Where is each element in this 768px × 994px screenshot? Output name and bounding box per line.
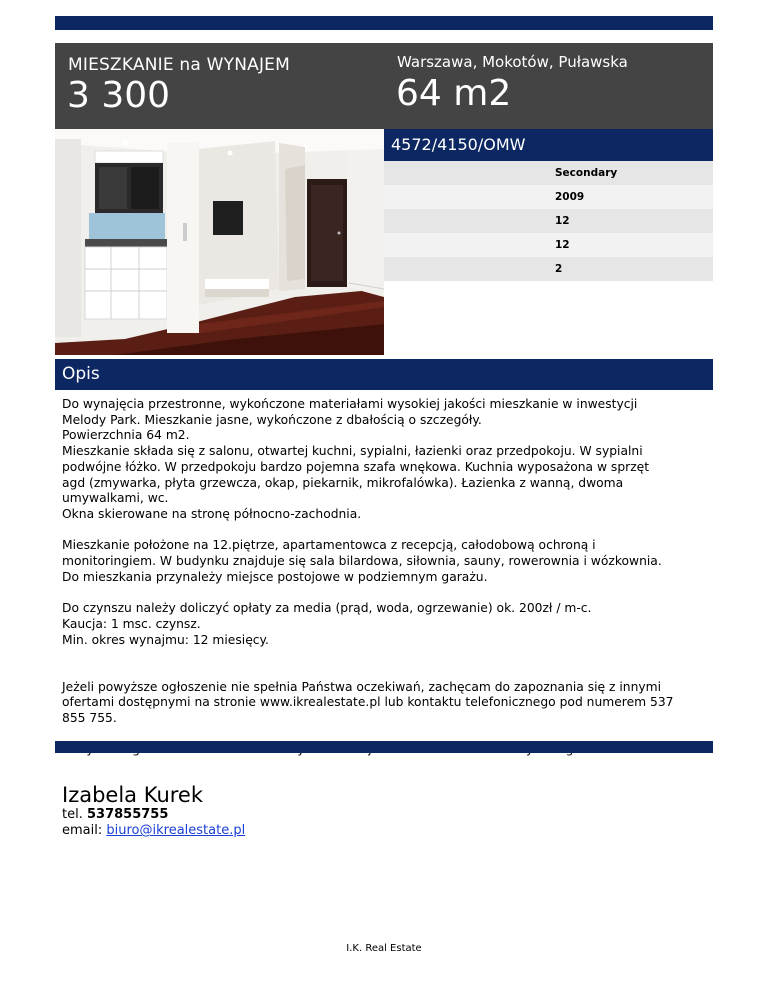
description-line: umywalkami, wc. bbox=[62, 491, 169, 506]
description-line: Kaucja: 1 msc. czynsz. bbox=[62, 616, 201, 631]
email-label: email: bbox=[62, 823, 103, 838]
apartment-photo bbox=[55, 129, 384, 355]
listing-type: MIESZKANIE na WYNAJEM bbox=[68, 55, 290, 75]
description-line: 855 755. bbox=[62, 711, 117, 726]
description-line: ofertami dostępnymi na stronie www.ikrealestate.pl lub kontaktu telefonicznego pod numerem 537 bbox=[62, 695, 674, 710]
property-row bbox=[384, 161, 713, 185]
description-line: Min. okres wynajmu: 12 miesięcy. bbox=[62, 632, 269, 647]
agent-email-link[interactable]: biuro@ikrealestate.pl bbox=[106, 823, 246, 838]
property-value: 2 bbox=[555, 263, 563, 275]
description-line: podwójne łóżko. W przedpokoju bardzo pojemna szafa wnękowa. Kuchnia wyposażona w sprzęt bbox=[62, 459, 650, 474]
description-line: Melody Park. Mieszkanie jasne, wykończone z dbałością o szczegóły. bbox=[62, 412, 482, 427]
footer-brand: I.K. Real Estate bbox=[346, 943, 422, 954]
agent-phone: 537855755 bbox=[86, 807, 169, 822]
property-value: 12 bbox=[555, 215, 570, 227]
description-text bbox=[62, 397, 712, 758]
description-line: Do mieszkania przynależy miejsce postojowe w podziemnym garażu. bbox=[62, 569, 488, 584]
agent-name: Izabela Kurek bbox=[62, 783, 204, 807]
description-heading-bar bbox=[55, 359, 713, 390]
listing-location: Warszawa, Mokotów, Puławska bbox=[397, 53, 628, 71]
listing-header bbox=[55, 43, 713, 129]
description-line: monitoringiem. W budynku znajduje się sala bilardowa, siłownia, sauny, rowerownia i wózkownia. bbox=[62, 554, 662, 569]
property-value: 12 bbox=[555, 239, 570, 251]
agent-email-line bbox=[62, 823, 245, 839]
reference-number: 4572/4150/OMW bbox=[391, 135, 526, 154]
description-heading: Opis bbox=[62, 364, 100, 384]
property-value: Secondary bbox=[555, 167, 618, 179]
description-line: Jeżeli powyższe ogłoszenie nie spełnia Państwa oczekiwań, zachęcam do zapoznania się z innymi bbox=[62, 679, 662, 694]
property-row bbox=[384, 185, 713, 209]
reference-bar bbox=[384, 129, 713, 161]
agent-contact bbox=[62, 783, 245, 839]
description-line: Mieszkanie położone na 12.piętrze, apartamentowca z recepcją, całodobową ochroną i bbox=[62, 538, 596, 553]
property-row bbox=[384, 257, 713, 281]
agent-phone-line bbox=[62, 807, 245, 823]
description-line: Okna skierowane na stronę północno-zachodnia. bbox=[62, 506, 362, 521]
property-row bbox=[384, 209, 713, 233]
bottom-accent-bar bbox=[55, 741, 713, 753]
property-row bbox=[384, 233, 713, 257]
listing-price: 3 300 bbox=[67, 75, 171, 116]
property-details bbox=[384, 161, 713, 281]
description-line: Do czynszu należy doliczyć opłaty za media (prąd, woda, ogrzewanie) ok. 200zł / m-c. bbox=[62, 601, 592, 616]
listing-area: 64 m2 bbox=[396, 73, 512, 114]
top-accent-bar bbox=[55, 16, 713, 30]
property-value: 2009 bbox=[555, 191, 585, 203]
phone-label: tel. bbox=[62, 807, 83, 822]
description-line: Do wynajęcia przestronne, wykończone materiałami wysokiej jakości mieszkanie w inwestycji bbox=[62, 397, 638, 411]
description-line: agd (zmywarka, płyta grzewcza, okap, piekarnik, mikrofalówka). Łazienka z wanną, dwoma bbox=[62, 475, 624, 490]
description-line: Powierzchnia 64 m2. bbox=[62, 428, 190, 443]
description-line: Mieszkanie składa się z salonu, otwartej kuchni, sypialni, łazienki oraz przedpokoju. W sypialni bbox=[62, 444, 643, 459]
